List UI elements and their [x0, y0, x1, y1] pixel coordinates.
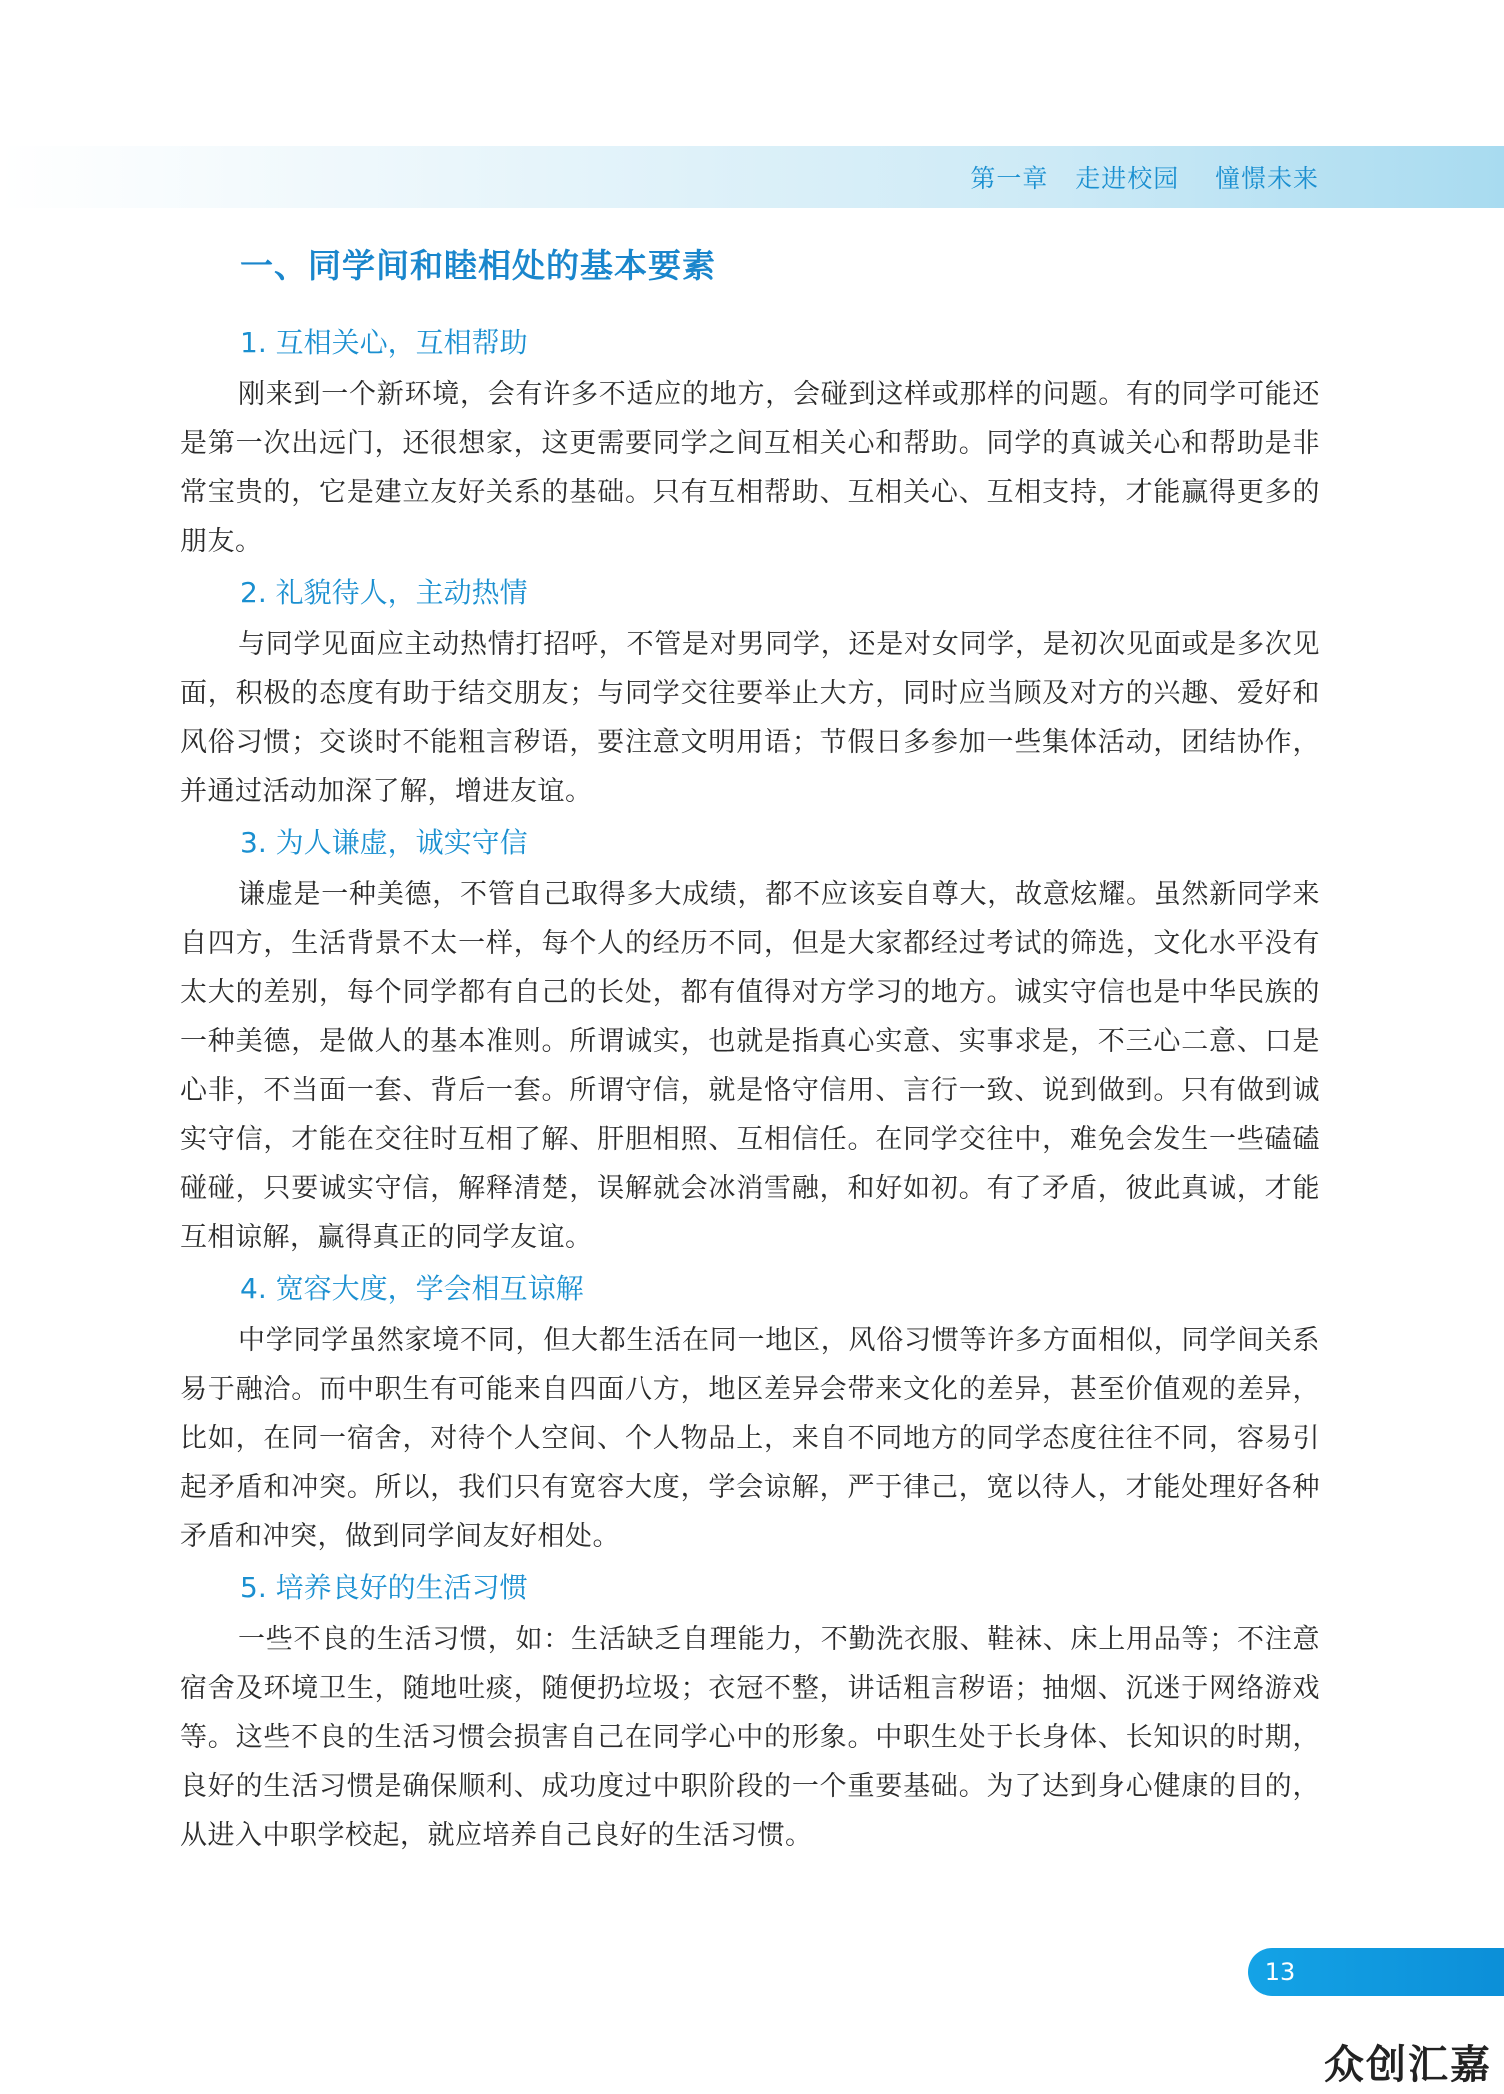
subsection-heading-1: 1. 互相关心，互相帮助	[240, 326, 528, 359]
subsection-heading-4: 4. 宽容大度，学会相互谅解	[240, 1272, 584, 1305]
subsection-heading-3: 3. 为人谦虚，诚实守信	[240, 826, 528, 859]
subsection-paragraph-4: 中学同学虽然家境不同，但大都生活在同一地区，风俗习惯等许多方面相似，同学间关系易于融洽。而中职生有可能来自四面八方，地区差异会带来文化的差异，甚至价值观的差异，比如，在同一宿舍，对待个人空间、个人物品上，来自不同地方的同学态度往往不同，容易引起矛盾和冲突。所以，我们只有宽容大度，学会谅解，严于律己，宽以待人，才能处理好各种矛盾和冲突，做到同学间友好相处。	[180, 1325, 1320, 1552]
subsection-paragraph-1: 刚来到一个新环境，会有许多不适应的地方，会碰到这样或那样的问题。有的同学可能还是第一次出远门，还很想家，这更需要同学之间互相关心和帮助。同学的真诚关心和帮助是非常宝贵的，它是建立友好关系的基础。只有互相帮助、互相关心、互相支持，才能赢得更多的朋友。	[180, 379, 1320, 557]
subsection-paragraph-5: 一些不良的生活习惯，如：生活缺乏自理能力，不勤洗衣服、鞋袜、床上用品等；不注意宿舍及环境卫生，随地吐痰，随便扔垃圾；衣冠不整，讲话粗言秽语；抽烟、沉迷于网络游戏等。这些不良的生活习惯会损害自己在同学心中的形象。中职生处于长身体、长知识的时期，良好的生活习惯是确保顺利、成功度过中职阶段的一个重要基础。为了达到身心健康的目的，从进入中职学校起，就应培养自己良好的生活习惯。	[180, 1624, 1320, 1851]
page-number: 13	[1264, 1958, 1296, 1986]
subsection-paragraph-3: 谦虚是一种美德，不管自己取得多大成绩，都不应该妄自尊大，故意炫耀。虽然新同学来自四方，生活背景不太一样，每个人的经历不同，但是大家都经过考试的筛选，文化水平没有太大的差别，每个同学都有自己的长处，都有值得对方学习的地方。诚实守信也是中华民族的一种美德，是做人的基本准则。所谓诚实，也就是指真心实意、实事求是，不三心二意、口是心非，不当面一套、背后一套。所谓守信，就是恪守信用、言行一致、说到做到。只有做到诚实守信，才能在交往时互相了解、肝胆相照、互相信任。在同学交往中，难免会发生一些磕磕碰碰，只要诚实守信，解释清楚，误解就会冰消雪融，和好如初。有了矛盾，彼此真诚，才能互相谅解，赢得真正的同学友谊。	[180, 879, 1320, 1253]
content-body	[180, 320, 1320, 1864]
section-title: 一、同学间和睦相处的基本要素	[240, 246, 716, 285]
chapter-title: 第一章 走进校园 憧憬未来	[970, 164, 1319, 193]
watermark-logo: 众创汇嘉	[1324, 2042, 1492, 2088]
subsection-heading-2: 2. 礼貌待人，主动热情	[240, 576, 528, 609]
subsection-paragraph-2: 与同学见面应主动热情打招呼，不管是对男同学，还是对女同学，是初次见面或是多次见面，积极的态度有助于结交朋友；与同学交往要举止大方，同时应当顾及对方的兴趣、爱好和风俗习惯；交谈时不能粗言秽语，要注意文明用语；节假日多参加一些集体活动，团结协作，并通过活动加深了解，增进友谊。	[180, 629, 1320, 807]
subsection-heading-5: 5. 培养良好的生活习惯	[240, 1571, 528, 1604]
